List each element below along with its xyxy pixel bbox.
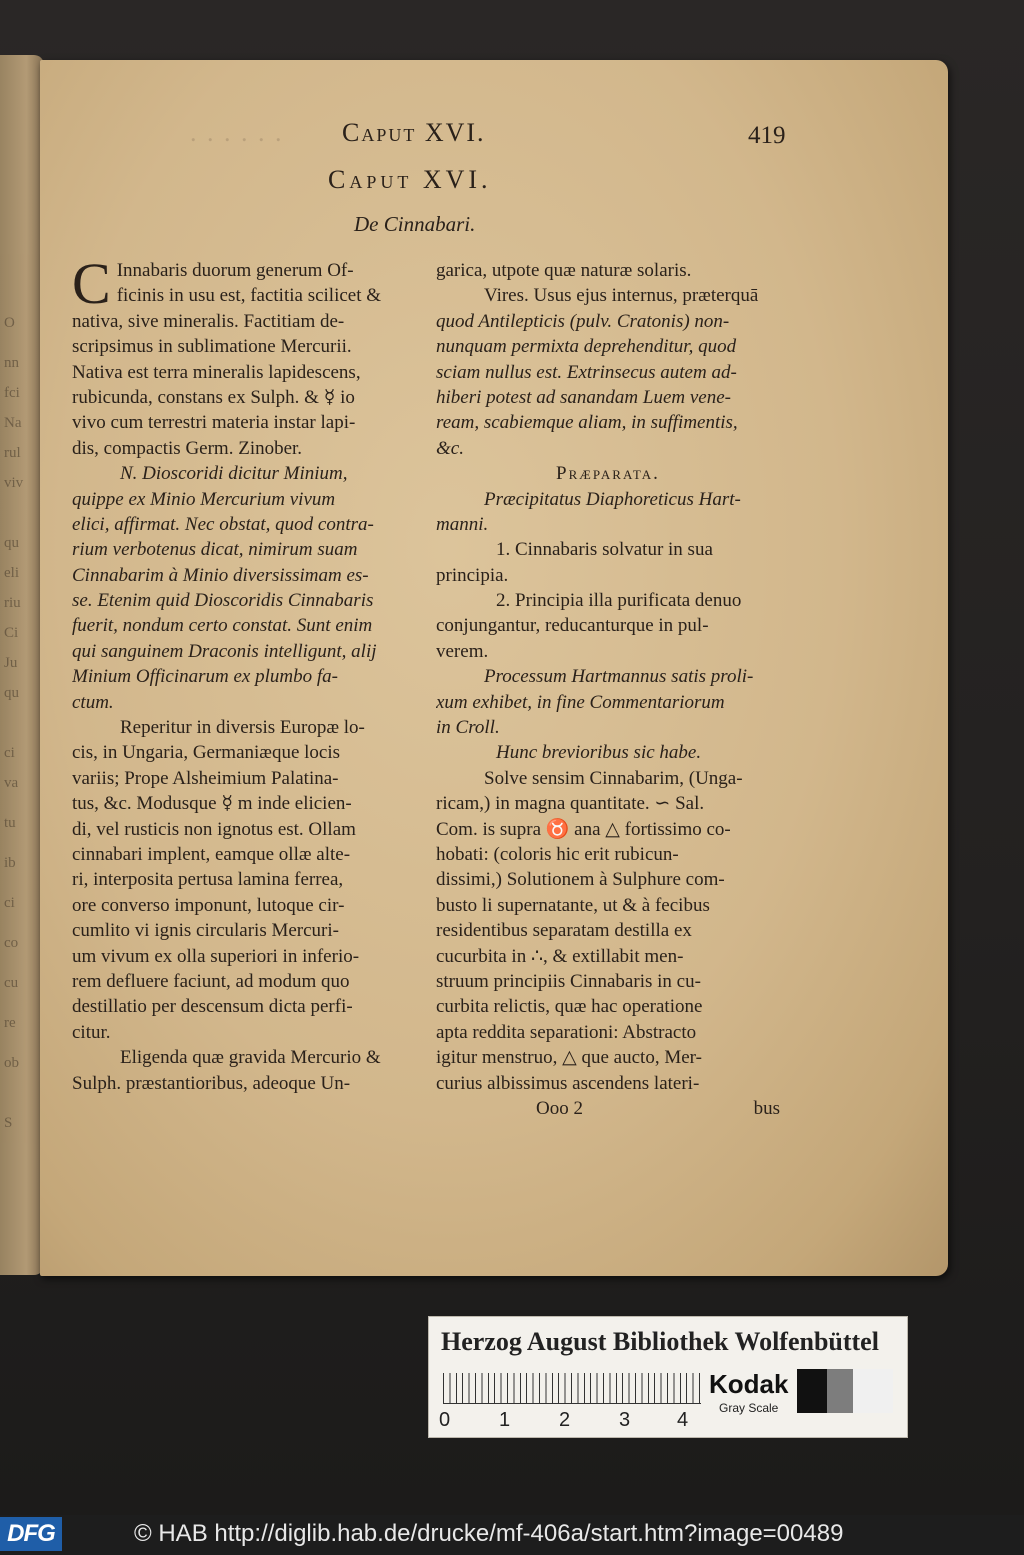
text-line xyxy=(436,563,780,588)
text-line xyxy=(72,1045,414,1070)
text-line-content: qui sanguinem Draconis intelligunt, alij xyxy=(72,640,377,662)
text-line xyxy=(436,436,780,461)
text-line xyxy=(436,893,780,918)
text-line xyxy=(436,994,780,1019)
text-line xyxy=(436,461,780,486)
text-line-content: Præcipitatus Diaphoreticus Hart- xyxy=(484,488,741,510)
text-line-content: rubicunda, constans ex Sulph. & ☿ io xyxy=(72,386,355,408)
text-line-content: quod Antilepticis (pulv. Cratonis) non- xyxy=(436,310,730,332)
text-line-content: busto li supernatante, ut & à fecibus xyxy=(436,894,710,916)
text-line xyxy=(72,563,414,588)
text-line-content: ricam,) in magna quantitate. ∽ Sal. xyxy=(436,793,705,815)
text-line-content: cis, in Ungaria, Germaniæque locis xyxy=(72,742,341,764)
text-line-content: ri, interposita pertusa lamina ferrea, xyxy=(72,869,344,891)
text-line-content: hobati: (coloris hic erit rubicun- xyxy=(436,843,679,865)
text-line xyxy=(436,791,780,816)
text-line xyxy=(72,664,414,689)
text-line xyxy=(72,309,414,334)
left-text-column xyxy=(72,251,414,1096)
text-line-content: elici, affirmat. Nec obstat, quod contra- xyxy=(72,513,374,535)
text-line xyxy=(436,867,780,892)
text-line-content: citur. xyxy=(72,1021,111,1043)
text-line xyxy=(72,842,414,867)
text-line-content: di, vel rusticis non ignotus est. Ollam xyxy=(72,818,356,840)
text-line-content: hiberi potest ad sanandam Luem vene- xyxy=(436,386,731,408)
text-line xyxy=(72,334,414,359)
text-line-content: nunquam permixta deprehenditur, quod xyxy=(436,336,737,358)
text-line xyxy=(72,817,414,842)
footer-bar xyxy=(0,1515,1024,1555)
text-line xyxy=(436,1071,780,1096)
text-line xyxy=(72,436,414,461)
text-line-content: Solve sensim Cinnabarim, (Unga- xyxy=(484,767,743,789)
text-line-content: Eligenda quæ gravida Mercurio & xyxy=(120,1047,381,1069)
text-line xyxy=(436,385,780,410)
text-line-content: Nativa est terra mineralis lapidescens, xyxy=(72,361,361,383)
text-line xyxy=(72,461,414,486)
text-line-content: 2. Principia illa purificata denuo xyxy=(496,590,742,612)
text-line-content: ore converso imponunt, lutoque cir- xyxy=(72,894,345,916)
text-line xyxy=(436,334,780,359)
text-line xyxy=(72,1071,414,1096)
text-line-content: residentibus separatam destilla ex xyxy=(436,920,692,942)
text-line-content: N. Dioscoridi dicitur Minium, xyxy=(120,463,348,485)
right-text-column xyxy=(436,258,780,1121)
text-line-content: manni. xyxy=(436,513,489,535)
text-line-content: sciam nullus est. Extrinsecus autem ad- xyxy=(436,361,737,383)
text-line-content: igitur menstruo, △ que aucto, Mer- xyxy=(436,1047,702,1069)
previous-page-edge: O nn fci Na rul viv qu eli riu Ci Ju qu ci va tu ib ci co cu re ob S xyxy=(0,55,44,1275)
text-line-content: ficinis in usu est, factitia scilicet & xyxy=(116,285,382,307)
text-line xyxy=(72,918,414,943)
copyright-url[interactable]: © HAB http://diglib.hab.de/drucke/mf-406a/start.htm?image=00489 xyxy=(134,1520,844,1547)
signature-mark: Ooo 2 xyxy=(536,1097,583,1119)
text-line xyxy=(436,690,780,715)
text-line xyxy=(436,639,780,664)
gray-patch-white xyxy=(853,1369,893,1413)
running-head: Caput XVI. xyxy=(342,118,486,147)
catch-line xyxy=(436,1096,780,1121)
text-line-content: Minium Officinarum ex plumbo fa- xyxy=(72,666,338,688)
text-line-content: se. Etenim quid Dioscoridis Cinnabaris xyxy=(72,590,374,612)
ruler-number: 4 xyxy=(677,1409,689,1431)
text-line-content: curbita relictis, quæ hac operatione xyxy=(436,996,703,1018)
text-line xyxy=(72,360,414,385)
ruler-number: 1 xyxy=(499,1409,511,1431)
text-line-content: nativa, sive mineralis. Factitiam de- xyxy=(72,310,345,332)
text-line xyxy=(72,613,414,638)
text-line xyxy=(436,258,780,283)
text-line-content: Sulph. præstantioribus, adeoque Un- xyxy=(72,1072,351,1094)
text-line-content: cucurbita in ∴, & extillabit men- xyxy=(436,945,684,967)
dfg-logo: DFG xyxy=(0,1517,62,1551)
text-line-content: vivo cum terrestri materia instar lapi- xyxy=(72,412,356,434)
text-line xyxy=(72,944,414,969)
text-line xyxy=(436,537,780,562)
text-line xyxy=(436,283,780,308)
text-line-content: cinnabari implent, eamque ollæ alte- xyxy=(72,843,351,865)
text-line-content: fuerit, nondum certo constat. Sunt enim xyxy=(72,615,373,637)
text-line-content: cumlito vi ignis circularis Mercuri- xyxy=(72,920,339,942)
text-line xyxy=(117,283,414,308)
text-line xyxy=(72,639,414,664)
color-target-card xyxy=(428,1316,908,1438)
text-line xyxy=(72,410,414,435)
text-line xyxy=(436,512,780,537)
text-line xyxy=(72,715,414,740)
text-line-content: &c. xyxy=(436,437,464,459)
text-line xyxy=(436,918,780,943)
chapter-heading: Caput XVI. xyxy=(328,165,492,194)
measurement-ruler xyxy=(443,1373,701,1404)
ruler-number: 0 xyxy=(439,1409,451,1431)
chapter-subtitle: De Cinnabari. xyxy=(354,212,476,236)
text-line xyxy=(436,842,780,867)
ruler-number: 2 xyxy=(559,1409,571,1431)
text-line xyxy=(72,588,414,613)
text-line-content: curius albissimus ascendens lateri- xyxy=(436,1072,700,1094)
text-line-content: Com. is supra ♉ ana △ fortissimo co- xyxy=(436,818,731,840)
text-line xyxy=(436,664,780,689)
text-line-content: garica, utpote quæ naturæ solaris. xyxy=(436,260,692,281)
text-line xyxy=(72,690,414,715)
text-line xyxy=(436,969,780,994)
drop-cap: C xyxy=(72,251,111,316)
text-line xyxy=(72,740,414,765)
text-line xyxy=(72,969,414,994)
text-line-content: Processum Hartmannus satis proli- xyxy=(484,666,754,688)
text-line-content: rem defluere faciunt, ad modum quo xyxy=(72,970,350,992)
text-line xyxy=(436,817,780,842)
text-line xyxy=(72,512,414,537)
text-line xyxy=(436,1045,780,1070)
text-line xyxy=(436,613,780,638)
text-line-content: xum exhibet, in fine Commentariorum xyxy=(436,691,725,713)
text-line-content: Hunc brevioribus sic habe. xyxy=(496,742,702,764)
gray-patch-mid xyxy=(827,1369,853,1413)
text-line-content: 1. Cinnabaris solvatur in sua xyxy=(496,539,713,561)
text-line xyxy=(117,258,414,283)
text-line xyxy=(436,944,780,969)
text-line xyxy=(72,385,414,410)
text-line xyxy=(72,1020,414,1045)
text-line-content: struum principiis Cinnabaris in cu- xyxy=(436,970,701,992)
gray-patch-black xyxy=(797,1369,827,1413)
text-line xyxy=(436,1020,780,1045)
text-line-content: dis, compactis Germ. Zinober. xyxy=(72,437,303,459)
text-line-content: tus, &c. Modusque ☿ m inde elicien- xyxy=(72,793,352,815)
text-line xyxy=(72,487,414,512)
text-line xyxy=(436,487,780,512)
book-page xyxy=(40,60,948,1276)
text-line xyxy=(436,588,780,613)
text-line-content: ctum. xyxy=(72,691,114,713)
text-line-content: apta reddita separationi: Abstracto xyxy=(436,1021,697,1043)
text-line-content: scripsimus in sublimatione Mercurii. xyxy=(72,336,352,358)
gray-scale-label: Gray Scale xyxy=(719,1401,779,1415)
text-line-content: rium verbotenus dicat, nimirum suam xyxy=(72,539,358,561)
text-line-content: verem. xyxy=(436,640,489,662)
text-line-content: principia. xyxy=(436,564,509,586)
text-line xyxy=(436,766,780,791)
text-line xyxy=(72,867,414,892)
text-line xyxy=(436,715,780,740)
bleed-through-text: . . . . . . xyxy=(190,118,284,147)
text-line xyxy=(72,537,414,562)
text-line-content: quippe ex Minio Mercurium vivum xyxy=(72,488,336,510)
text-line xyxy=(72,791,414,816)
page-number: 419 xyxy=(748,122,786,149)
text-line xyxy=(72,893,414,918)
text-line xyxy=(436,740,780,765)
text-line xyxy=(436,360,780,385)
library-name: Herzog August Bibliothek Wolfenbüttel xyxy=(441,1327,879,1356)
text-line-content: in Croll. xyxy=(436,717,500,739)
text-line-content: Vires. Usus ejus internus, præterquā xyxy=(484,285,759,307)
text-line-content: Cinnabarim à Minio diversissimam es- xyxy=(72,564,369,586)
text-line-content: Reperitur in diversis Europæ lo- xyxy=(120,717,365,739)
text-line xyxy=(436,309,780,334)
text-line-content: Præparata. xyxy=(556,463,660,485)
catchword: bus xyxy=(753,1097,780,1119)
text-line xyxy=(72,994,414,1019)
text-line-content: conjungantur, reducanturque in pul- xyxy=(436,615,709,637)
text-line-content: dissimi,) Solutionem à Sulphure com- xyxy=(436,869,725,891)
text-line-content: variis; Prope Alsheimium Palatina- xyxy=(72,767,339,789)
text-line-content: um vivum ex olla superiori in inferio- xyxy=(72,945,360,967)
text-line-content: ream, scabiemque aliam, in suffimentis, xyxy=(436,412,738,434)
text-line xyxy=(436,410,780,435)
ruler-number: 3 xyxy=(619,1409,631,1431)
text-line-content: destillatio per descensum dicta perfi- xyxy=(72,996,353,1018)
text-line-content: Innabaris duorum generum Of- xyxy=(116,260,354,281)
kodak-logo: Kodak xyxy=(709,1369,789,1399)
text-line xyxy=(72,766,414,791)
